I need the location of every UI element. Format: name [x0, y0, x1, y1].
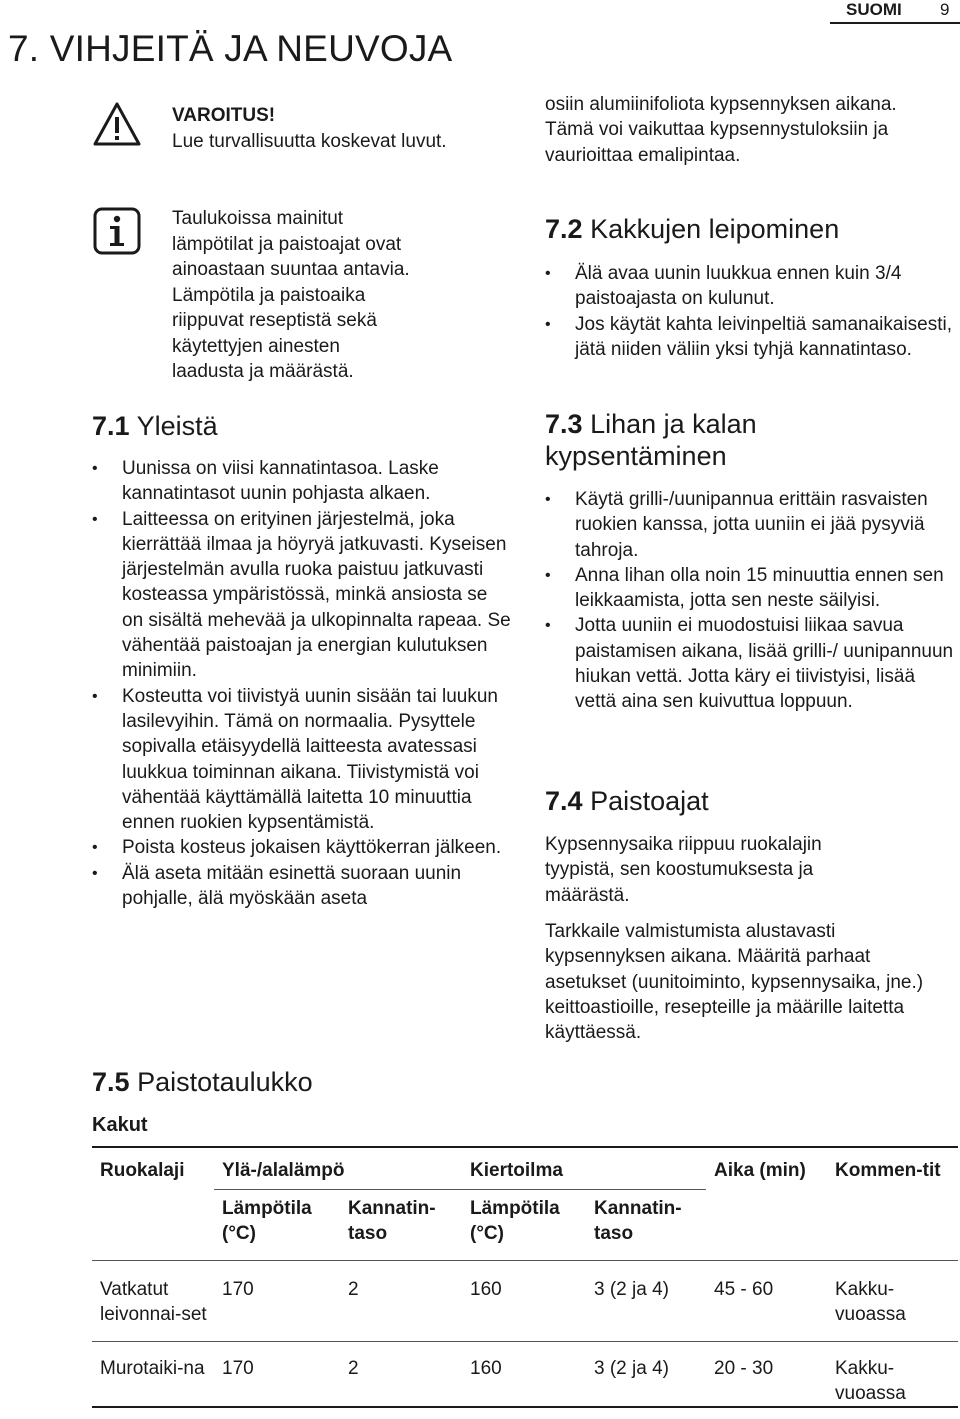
section-7-1-heading [92, 410, 218, 442]
paragraph: Tarkkaile valmistumista alustavasti kypsennyksen aikana. Määritä parhaat asetukset (uunitoiminto, kypsennysaika, jne.) keittoastioille, resepteille ja määrille laitetta käyttäessä. [545, 921, 924, 1044]
section-7-4-heading [545, 785, 709, 817]
cell-comment: Kakku-vuoassa [835, 1279, 906, 1325]
list-item: • Käytä grilli-/uunipannua erittäin rasvaisten ruokien kanssa, jotta uuniin ei jää pysyviä tahroja. [545, 487, 957, 563]
header-rule [830, 22, 960, 24]
table-subheading: Kakut [92, 1114, 148, 1136]
list-item: • Älä aseta mitään esinettä suoraan uunin pohjalle, älä myöskään aseta [92, 861, 512, 912]
section-7-1-list [92, 456, 512, 911]
section-title: Lihan ja kalan [590, 409, 757, 439]
table-row [92, 1342, 958, 1408]
info-icon [92, 206, 142, 256]
list-item: • Jos käytät kahta leivinpeltiä samanaikaisesti, jätä niiden väliin yksi tyhjä kannatintaso. [545, 312, 957, 363]
warning-note [172, 103, 472, 154]
section-number: 7.4 [545, 786, 583, 816]
page-number: 9 [940, 0, 950, 19]
table-row [92, 1261, 958, 1342]
header-time: Aika (min) [714, 1160, 806, 1181]
header-top-bottom-heat: Ylä-/alalämpö [214, 1147, 462, 1190]
chapter-name: VIHJEITÄ JA NEUVOJA [49, 28, 453, 69]
section-title-line2: kypsentäminen [545, 441, 727, 471]
cell-temperature: 160 [470, 1279, 502, 1300]
cell-level: 2 [348, 1358, 359, 1379]
section-number: 7.1 [92, 411, 130, 441]
header-comments: Kommen-tit [835, 1160, 941, 1181]
header-level: Kannatin-taso [348, 1198, 436, 1244]
baking-table [92, 1146, 958, 1408]
section-7-2-heading [545, 213, 839, 245]
header-level: Kannatin-taso [594, 1198, 682, 1244]
list-item: • Laitteessa on erityinen järjestelmä, joka kierrättää ilmaa ja höyryä jatkuvasti. Kyseisen järjestelmän avulla ruoka paistuu jatkuvasti kosteassa ympäristössä, minkä ansiosta se on sisältä mehevää ja ulkopinnalta rapeaa. Se vähentää paistoajan ja energian kulutuksen minimiin. [92, 507, 512, 684]
cell-level: 2 [348, 1279, 359, 1300]
continued-text: osiin alumiinifoliota kypsennyksen aikana. Tämä voi vaikuttaa kypsennystuloksiin ja vaurioittaa emalipintaa. [545, 94, 897, 166]
header-temperature: Lämpötila (°C) [222, 1198, 312, 1244]
chapter-title [8, 28, 452, 70]
list-item: • Poista kosteus jokaisen käyttökerran jälkeen. [92, 835, 512, 860]
section-7-2-list [545, 261, 957, 362]
cell-level: 3 (2 ja 4) [594, 1358, 669, 1379]
section-7-5-heading [92, 1066, 313, 1098]
warning-title: VAROITUS! [172, 105, 276, 126]
section-number: 7.2 [545, 214, 583, 244]
list-item: • Älä avaa uunin luukkua ennen kuin 3/4 paistoajasta on kulunut. [545, 261, 957, 312]
chapter-number: 7. [8, 28, 40, 69]
cell-temperature: 170 [222, 1358, 254, 1379]
section-title: Kakkujen leipominen [590, 214, 840, 244]
header-language: SUOMI [846, 0, 902, 19]
section-title: Yleistä [136, 411, 218, 441]
paragraph: Kypsennysaika riippuu ruokalajin tyypistä, sen koostumuksesta ja määrästä. [545, 834, 822, 906]
cell-time: 20 - 30 [714, 1358, 774, 1379]
header-food: Ruokalaji [100, 1160, 185, 1181]
cell-temperature: 160 [470, 1358, 502, 1379]
section-number: 7.5 [92, 1067, 130, 1097]
list-item: • Anna lihan olla noin 15 minuuttia ennen sen leikkaamista, jotta sen neste säilyisi. [545, 563, 957, 614]
warning-triangle-icon [92, 100, 142, 150]
cell-food: Murotaiki-na [100, 1358, 205, 1379]
section-number: 7.3 [545, 409, 583, 439]
cell-level: 3 (2 ja 4) [594, 1279, 669, 1300]
cell-comment: Kakku-vuoassa [835, 1358, 906, 1404]
warning-text: Lue turvallisuutta koskevat luvut. [172, 130, 447, 152]
section-7-3-heading [545, 408, 757, 472]
list-item: • Kosteutta voi tiivistyä uunin sisään tai luukun lasilevyihin. Tämä on normaalia. Pysyttele sopivalla etäisyydellä laitteesta avatessasi luukkua toiminnan aikana. Tiivistymistä voi vähentää käyttämällä laitetta 10 minuuttia ennen ruokien kypsentämistä. [92, 684, 512, 836]
info-note: Taulukoissa mainitut lämpötilat ja paistoajat ovat ainoastaan suuntaa antavia. Lämpötila ja paistoaika riippuvat reseptistä sekä käytettyjen ainesten laadusta ja määrästä. [172, 208, 410, 382]
cell-time: 45 - 60 [714, 1279, 774, 1300]
header-fan: Kiertoilma [462, 1147, 706, 1190]
section-7-3-list [545, 487, 957, 715]
cell-temperature: 170 [222, 1279, 254, 1300]
list-item: • Uunissa on viisi kannatintasoa. Laske kannatintasot uunin pohjasta alkaen. [92, 456, 512, 507]
list-item: • Jotta uuniin ei muodostuisi liikaa savua paistamisen aikana, lisää grilli-/ uunipannuun hiukan vettä. Jotta käry ei tiivistyisi, lisää vettä aina sen kuivuttua loppuun. [545, 613, 957, 714]
cell-food: Vatkatut leivonnai-set [100, 1279, 207, 1325]
section-title: Paistotaulukko [137, 1067, 313, 1097]
section-title: Paistoajat [590, 786, 709, 816]
header-temperature: Lämpötila (°C) [470, 1198, 560, 1244]
